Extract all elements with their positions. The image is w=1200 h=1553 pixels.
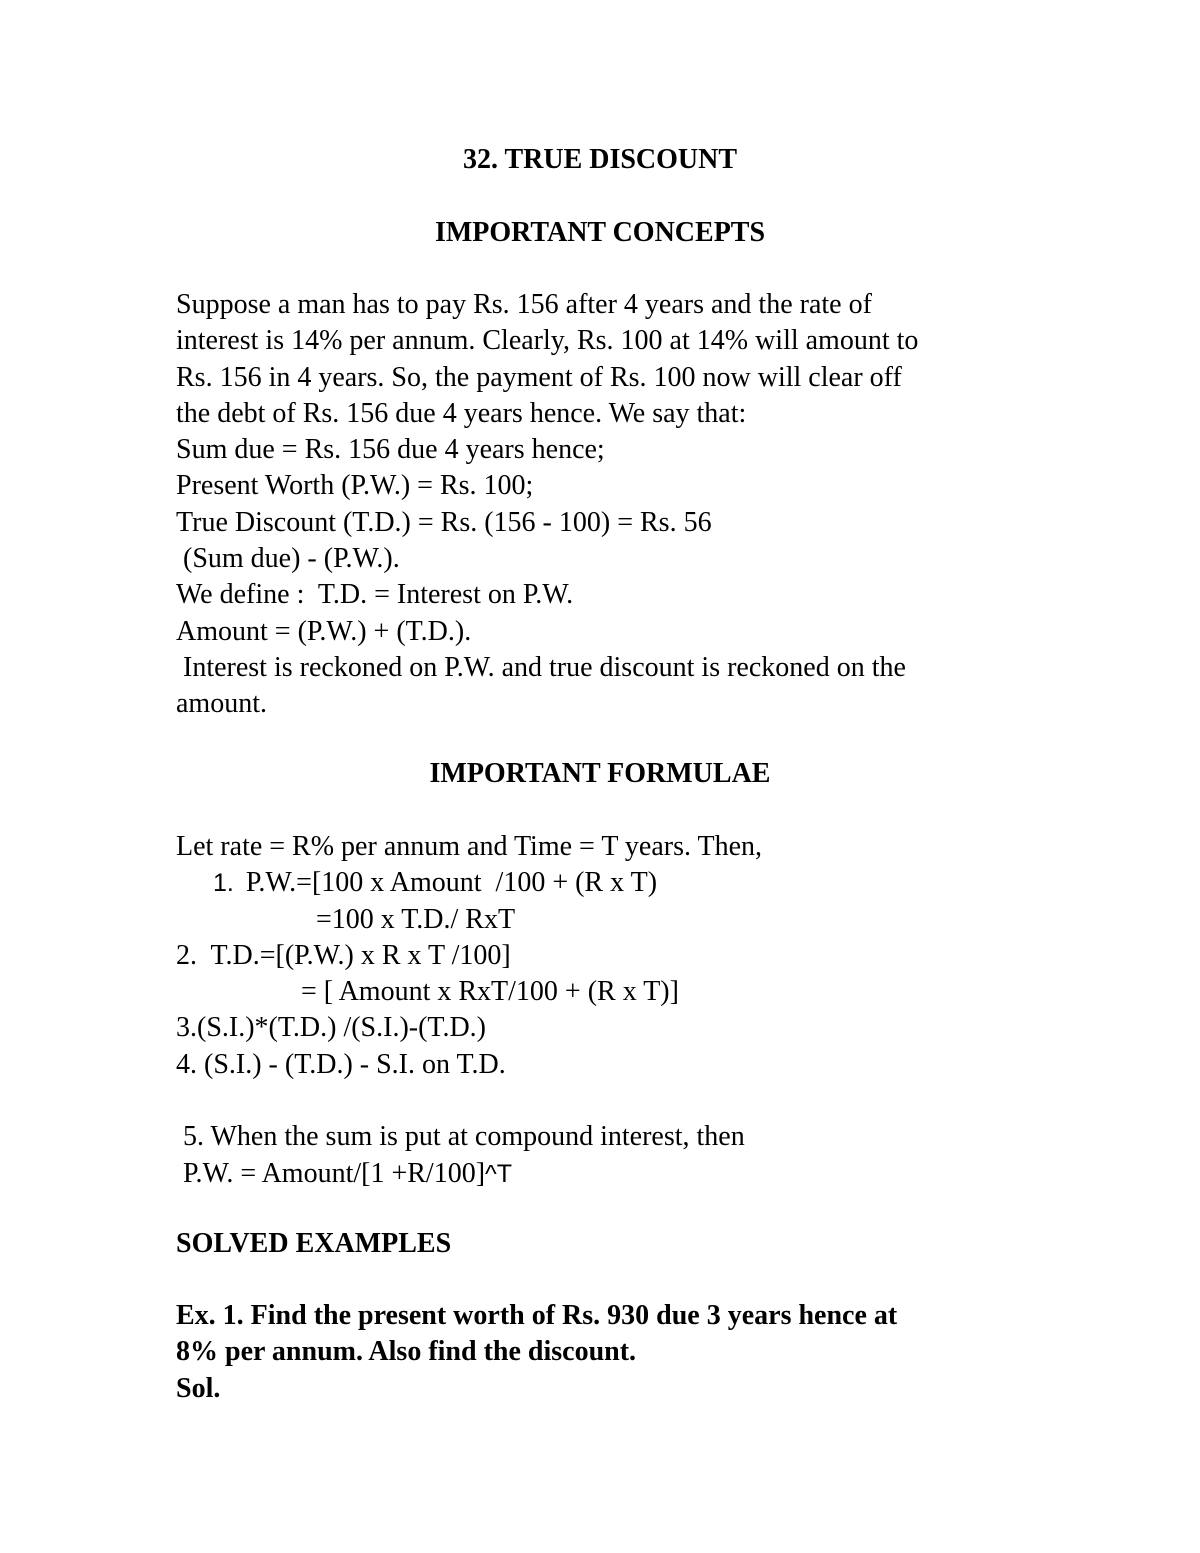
example-1-line: 8% per annum. Also find the discount.: [176, 1336, 637, 1368]
concepts-line: Present Worth (P.W.) = Rs. 100;: [176, 470, 534, 502]
example-1: [176, 1298, 1076, 1407]
formulae-heading: IMPORTANT FORMULAE: [429, 758, 771, 789]
formula-3: 3.(S.I.)*(T.D.) /(S.I.)-(T.D.): [176, 1012, 486, 1044]
concepts-line: the debt of Rs. 156 due 4 years hence. We say that:: [176, 397, 747, 429]
concepts-line: amount.: [176, 688, 267, 720]
concepts-line: Sum due = Rs. 156 due 4 years hence;: [176, 434, 605, 466]
formula-4: 4. (S.I.) - (T.D.) - S.I. on T.D.: [176, 1048, 506, 1080]
concepts-line: Rs. 156 in 4 years. So, the payment of Rs. 100 now will clear off: [176, 361, 902, 393]
solved-examples-heading: SOLVED EXAMPLES: [176, 1228, 452, 1259]
formula-5: 5. When the sum is put at compound interest, then: [176, 1121, 745, 1153]
page-title: 32. TRUE DISCOUNT: [462, 144, 738, 175]
formulae-list: [176, 829, 1076, 1192]
example-1-line: Ex. 1. Find the present worth of Rs. 930 due 3 years hence at: [176, 1300, 898, 1331]
formula-1-text: P.W.=[100 x Amount /100 + (R x T): [245, 867, 658, 899]
concepts-paragraph: [176, 287, 1076, 723]
formula-1-number: 1.: [213, 869, 234, 898]
concepts-line: Suppose a man has to pay Rs. 156 after 4 years and the rate of: [176, 289, 872, 320]
formulae-intro: Let rate = R% per annum and Time = T years. Then,: [176, 831, 763, 862]
concepts-line: Amount = (P.W.) + (T.D.).: [176, 615, 472, 647]
solution-label: Sol.: [176, 1372, 221, 1404]
formula-1: [176, 865, 1076, 901]
formula-2: 2. T.D.=[(P.W.) x R x T /100]: [176, 939, 511, 971]
concepts-line: (Sum due) - (P.W.).: [176, 543, 400, 575]
formula-5-exponent: ^T: [485, 1159, 513, 1188]
formula-1-continuation: =100 x T.D./ RxT: [316, 903, 516, 935]
blank-line: [176, 1083, 1076, 1119]
concepts-heading: IMPORTANT CONCEPTS: [434, 217, 766, 248]
concepts-line: We define : T.D. = Interest on P.W.: [176, 579, 574, 611]
formula-2-continuation: = [ Amount x RxT/100 + (R x T)]: [301, 976, 679, 1008]
formula-5-expression: P.W. = Amount/[1 +R/100]^T: [176, 1157, 513, 1189]
concepts-line: Interest is reckoned on P.W. and true discount is reckoned on the: [176, 651, 906, 683]
concepts-line: interest is 14% per annum. Clearly, Rs. 100 at 14% will amount to: [176, 325, 919, 357]
concepts-line: True Discount (T.D.) = Rs. (156 - 100) = Rs. 56: [176, 506, 712, 538]
